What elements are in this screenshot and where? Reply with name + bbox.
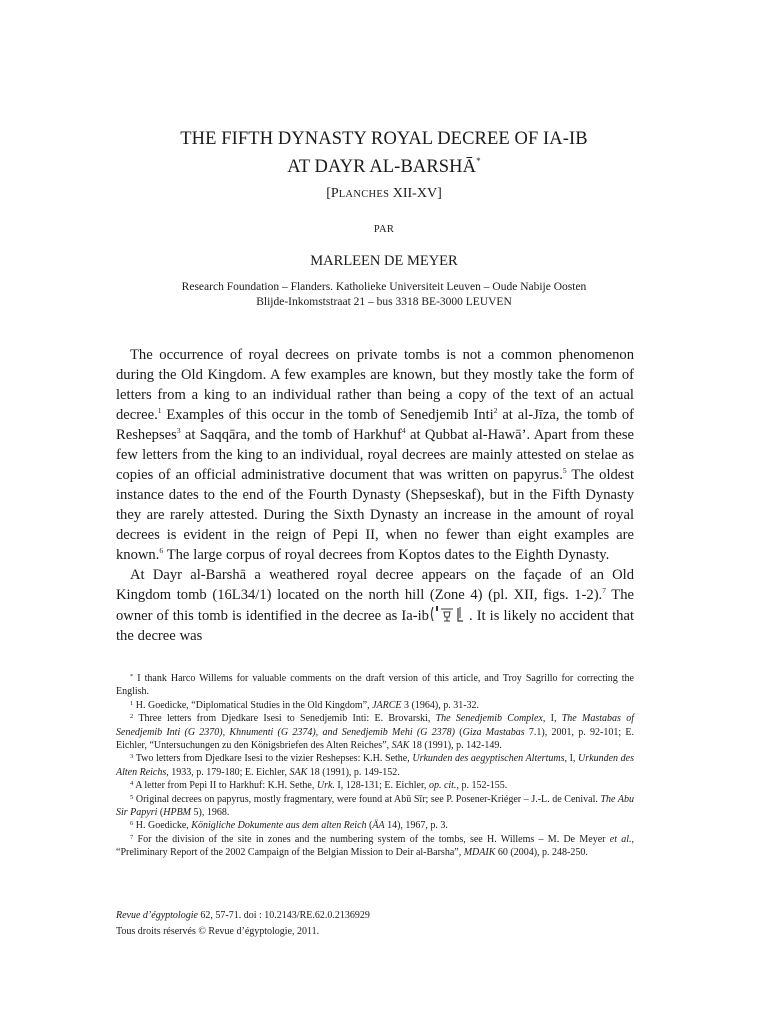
footnote-ref-3[interactable]: 3 [176,426,181,435]
plates-reference [0,186,768,202]
citation-line [116,908,634,924]
footnote-italic: The Mastabas of Senedjemib Inti (G 2370), Khnumenti (G 2374), and Senedjemib Mehi (G 2378) [116,713,634,738]
par-label: PAR [373,224,395,235]
footnote-italic: MDAIK [463,847,496,859]
p1-text-g: The large corpus of royal decrees from Koptos dates to the Eighth Dynasty. [163,547,610,563]
p1-text-c: at al-Jīza, the tomb of Reshepses [116,407,634,443]
footnote-ref-5[interactable]: 5 [562,466,567,475]
paragraph-1 [116,345,634,565]
footnote-2 [116,712,634,752]
p1-text-e: at Qubbat al-Hawā’. Apart from these few letters from the king to an individual, royal decrees are mainly attested on stelae as copies of an official administrative document that was written on papyrus. [116,427,635,483]
footnote-italic: op. cit. [428,780,457,792]
footnote-text: Three letters from Djedkare Isesi to Senedjemib Inti: E. Brovarski, [138,713,436,725]
hieroglyph-name-icon [430,605,468,623]
footnote-italic: SAK [391,740,410,752]
footnote-text: 60 (2004), p. 248-250. [495,847,588,859]
author-affiliation [0,280,768,310]
footnote-mark: 4 [130,780,134,788]
article-title [0,128,768,178]
footnote-1 [116,699,634,712]
footnote-italic: Urkunden des Alten Reichs [116,753,634,778]
p2-text-a: At Dayr al-Barshā a weathered royal decree appears on the façade of an Old Kingdom tomb (16L34/1) located on the north hill (Zone 4) (pl. XII, figs. 1-2). [116,567,634,603]
p2-text-b: The owner of this tomb is identified in the decree as Ia-ib [116,587,634,624]
footnote-text: , “Preliminary Report of the 2002 Campaign of the Belgian Mission to Deir al-Barsha”, [116,833,635,859]
p1-text-b: Examples of this occur in the tomb of Senedjemib Inti [161,407,494,423]
footnote-text: 5), 1968. [191,807,230,819]
paragraph-2 [116,565,634,646]
footnote-text: ( [455,726,463,738]
footnote-italic: et al. [609,833,632,845]
p1-text-d: at Saqqāra, and the tomb of Harkhuf [180,427,402,443]
footnote-text: I thank Harco Willems for valuable comments on the draft version of this article, and Troy Sagrillo for correcting the English. [116,673,634,698]
footnote-italic: Königliche Dokumente aus dem alten Reich [191,820,367,832]
imprint [116,908,634,940]
affiliation-line-1: Research Foundation – Flanders. Katholieke Universiteit Leuven – Oude Nabije Oosten [181,281,587,293]
footnote-text: ( [366,820,373,832]
footnote-5 [116,793,634,820]
p1-text-a: The occurrence of royal decrees on private tombs is not a common phenomenon during the Old Kingdom. A few examples are known, but they mostly take the form of letters from a king to an individual rather than being a copy of the text of an actual decree. [116,347,634,423]
footnote-star [116,672,634,699]
footnote-ref-7[interactable]: 7 [602,586,606,595]
p2-text-c: . It is likely no accident that the decree was [116,608,634,644]
footnote-ref-1[interactable]: 1 [157,406,162,415]
footnote-ref-6[interactable]: 6 [159,546,164,555]
footnote-italic: JARCE [372,699,402,711]
p1-text-f: The oldest instance dates to the end of the Fourth Dynasty (Shepseskaf), but in the Fifth Dynasty they are rarely attested. During the Sixth Dynasty an increase in the amount of royal decrees is evident in the reign of Pepi II, when no fewer than eight examples are known. [116,467,635,563]
title-line-2-text: AT DAYR AL-BARSHĀ [287,157,477,177]
footnote-italic: The Senedjemib Complex [435,713,543,725]
footnote-italic: HPBM [163,807,192,819]
footnote-3 [116,752,634,779]
copyright-line: Tous droits réservés © Revue d’égyptologie, 2011. [116,926,320,937]
title-footnote-mark: * [476,156,481,166]
footnote-text: , 1933, p. 179-180; E. Eichler, [166,766,290,778]
footnote-text: ( [157,807,164,819]
footnote-text: H. Goedicke, “Diplomatical Studies in the Old Kingdom”, [135,699,373,711]
footnote-text: For the division of the site in zones and the numbering system of the tombs, see H. Willems – M. De Meyer [137,833,610,845]
footnote-text: 7.1), 2001, p. 92-101; E. Eichler, “Untersuchungen zu den Königsbriefen des Alten Reiches”, [116,726,634,752]
footnote-text: , I, [564,753,579,765]
footnote-italic: Urk. [316,780,335,792]
footnotes [116,672,634,860]
title-line-2 [0,150,768,178]
footnote-mark: 2 [130,713,134,721]
footnote-7 [116,833,634,860]
footnote-ref-2[interactable]: 2 [493,406,498,415]
body-text [116,345,634,646]
footnote-text: H. Goedicke, [135,820,192,832]
footnote-text: 18 (1991), p. 142-149. [409,740,502,752]
footnote-text: Original decrees on papyrus, mostly fragmentary, were found at Abū Sīr; see P. Posener-Kriéger – J.-L. de Cenival. [135,793,601,805]
plates-smallcaps: LANCHES [338,189,390,200]
footnote-text: 3 (1964), p. 31-32. [401,699,480,711]
affiliation-line-2: Blijde-Inkomststraat 21 – bus 3318 BE-3000 LEUVEN [256,296,512,308]
citation-details: 62, 57-71. doi : 10.2143/RE.62.0.2136929 [197,910,370,921]
footnote-mark: 5 [130,793,134,801]
footnote-text: Two letters from Djedkare Isesi to the vizier Reshepses: K.H. Sethe, [135,753,413,765]
footnote-text: A letter from Pepi II to Harkhuf: K.H. Sethe, [135,780,317,792]
footnote-text: , p. 152-155. [456,780,508,792]
footnote-italic: Giza Mastabas [462,726,525,738]
footnote-text: 14), 1967, p. 3. [384,820,448,832]
footnote-mark: 6 [130,820,134,828]
author-name: MARLEEN DE MEYER [310,253,458,269]
footnote-ref-4[interactable]: 4 [401,426,406,435]
plates-numbers: XII-XV] [389,186,442,201]
footnote-mark: * [130,673,134,680]
plates-initial: P [330,186,339,201]
title-line-1: THE FIFTH DYNASTY ROYAL DECREE OF IA-IB [180,129,588,149]
footnote-mark: 3 [130,753,134,761]
footnote-italic: Urkunden des aegyptischen Altertums [412,753,565,765]
plates-open-bracket: [ [326,186,331,201]
footnote-italic: ÄA [372,820,385,832]
footnote-mark: 1 [130,699,134,707]
footnote-text: 18 (1991), p. 149-152. [307,766,400,778]
footnote-mark: 7 [130,833,134,841]
footnote-italic: SAK [289,766,308,778]
footnote-text: I, 128-131; E. Eichler, [334,780,429,792]
footnote-text: , I, [542,713,562,725]
footnote-italic: The Abu Sir Papyri [116,793,635,819]
footnote-4 [116,779,634,792]
footnote-6 [116,819,634,832]
journal-name: Revue d’égyptologie [116,910,198,921]
